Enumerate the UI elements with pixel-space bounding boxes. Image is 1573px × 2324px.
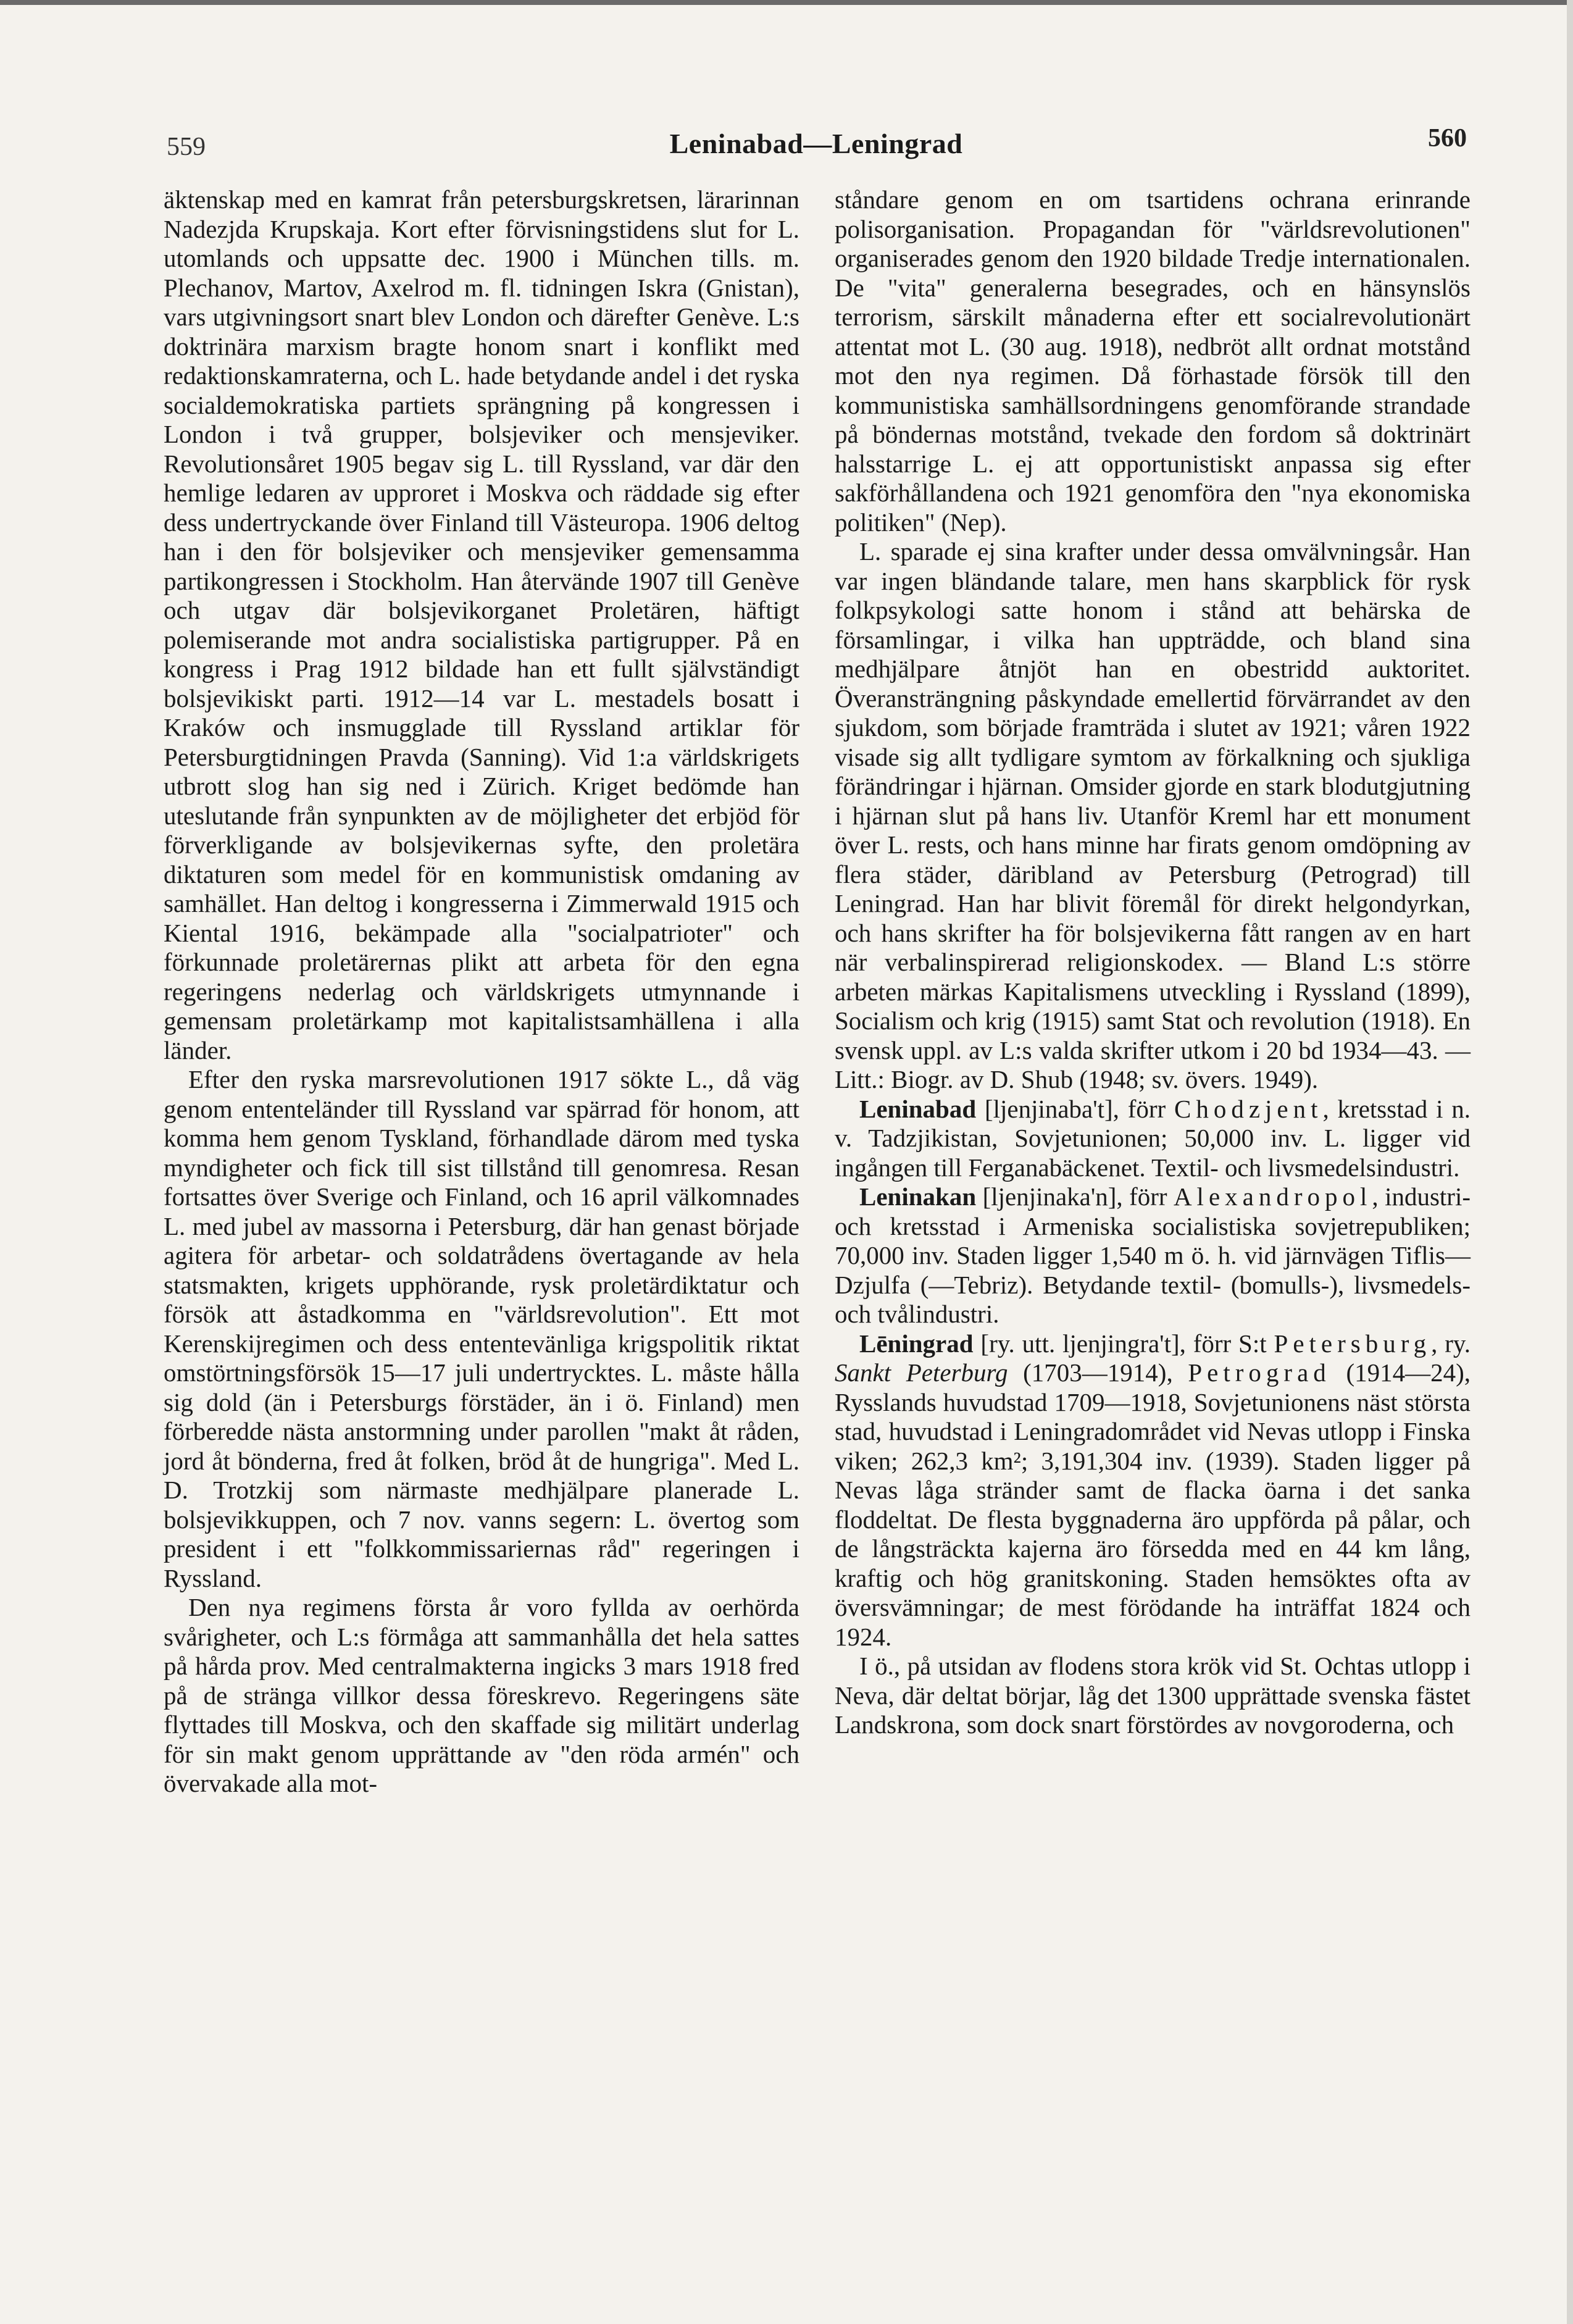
entry-leninabad [835,1095,1471,1183]
pron-leningrad: [ry. utt. ljenjingra't], förr S:t [973,1329,1274,1358]
page-number-right: 560 [1428,124,1467,153]
headword-leninakan: Leninakan [859,1182,977,1211]
body-leninabad: , kretsstad i n. v. Tadzjikistan, Sovjetunionen; 50,000 inv. L. ligger vid ingången till Ferganabäckenet. Textil- och livsmedelsindustri. [835,1094,1471,1182]
running-title: Leninabad—Leningrad [669,128,963,159]
page-header [161,123,1472,167]
left-column [164,185,799,1799]
former-name-leninabad: Chodzjent [1174,1094,1323,1123]
left-paragraph-1: äktenskap med en kamrat från petersburgskretsen, lärarinnan Nadezjda Krupskaja. Kort efter förvisningstidens slut for L. utomlands och uppsatte dec. 1900 i München tills. m. Plechanov, Martov, Axelrod m. fl. tidningen Iskra (Gnistan), vars utgivningsort snart blev London och därefter Genève. L:s doktrinära marxism bragte honom snart i konflikt med redaktionskamraterna, och L. hade betydande andel i det ryska socialdemokratiska partiets sprängning på kongressen i London i två grupper, bolsjeviker och mensjeviker. Revolutionsåret 1905 begav sig L. till Ryssland, var där den hemlige ledaren av upproret i Moskva och räddade sig efter dess undertryckande över Finland till Västeuropa. 1906 deltog han i den för bolsjeviker och mensjeviker gemensamma partikongressen i Stockholm. Han återvände 1907 till Genève och utgav där bolsjevikorganet Proletären, häftigt polemiserande mot andra socialistiska partigrupper. På en kongress i Prag 1912 bildade han ett fullt självständigt bolsjevikiskt parti. 1912—14 var L. mestadels bosatt i Kraków och insmugglade till Ryssland artiklar för Petersburgtidningen Pravda (Sanning). Vid 1:a världskrigets utbrott slog han sig ned i Zürich. Kriget bedömde han uteslutande från synpunkten av de möjligheter det erbjöd för förverkligande av bolsjevikernas syfte, den proletära diktaturen som medel för en kommunistisk omdaning av samhället. Han deltog i kongresserna i Zimmerwald 1915 och Kiental 1916, bekämpade alla "socialpatrioter" och förkunnade proletärernas plikt att arbeta för den egna regeringens nederlag och världskrigets utmynnande i gemensam proletärkamp mot kapitalistsamhällena i alla länder. [164,185,799,1064]
left-paragraph-3: Den nya regimens första år voro fyllda av oerhörda svårigheter, och L:s förmåga att sammanhålla det hela sattes på hårda prov. Med centralmakterna ingicks 3 mars 1918 fred på de stränga villkor dessa föreskrevo. Regeringens säte flyttades till Moskva, och den skaffade sig militärt underlag för sin makt genom upprättande av "den röda armén" och övervakade alla mot- [164,1593,799,1797]
left-paragraph-2: Efter den ryska marsrevolutionen 1917 sökte L., då väg genom ententeländer till Ryssland var spärrad för honom, att komma hem genom Tyskland, förhandlade därom med tyska myndigheter och fick till sist tillstånd till genomresa. Resan fortsattes över Sverige och Finland, och 16 april välkomnades L. med jubel av massorna i Petersburg, där han genast började agitera för arbetar- och soldatrådens övertagande av hela statsmakten, krigets upphörande, rysk proletärdiktatur och försök att åstadkomma en "världsrevolution". Ett mot Kerenskijregimen och dess ententevänliga krigspolitik riktat omstörtningsförsök 15—17 juli undertrycktes. L. måste hålla sig dold (än i Petersburgs förstäder, än i ö. Finland) men förberedde nästa anstormning under parollen "makt åt råden, jord åt bönderna, fred åt folken, bröd åt de hungriga". Med L. D. Trotzkij som närmaste medhjälpare planerade L. bolsjevikkuppen, och 7 nov. vanns segern: L. övertog som president i ett "folkkommissariernas råd" regeringen i Ryssland. [164,1065,799,1592]
headword-leningrad: Lēningrad [859,1329,974,1358]
right-paragraph-2: L. sparade ej sina krafter under dessa omvälvningsår. Han var ingen bländande talare, men hans skarpblick för rysk folkpsykologi satte honom i stånd att behärska de församlingar, i vilka han uppträdde, och bland sina medhjälpare åtnjöt han en obestridd auktoritet. Överansträngning påskyndade emellertid förvärrandet av den sjukdom, som började framträda i slutet av 1921; våren 1922 visade sig allt tydligare symtom av förkalkning och sjukliga förändringar i hjärnan. Omsider gjorde en stark blodutgjutning i hjärnan slut på hans liv. Utanför Kreml har ett monument över L. rests, och hans minne har firats genom omdöpning av flera städer, däribland av Petersburg (Petrograd) till Leningrad. Han har blivit föremål för direkt helgondyrkan, och hans skrifter ha för bolsjevikerna fått rangen av en hart när verbalinspirerad religionskodex. — Bland L:s större arbeten märkas Kapitalismens utveckling i Ryssland (1899), Socialism och krig (1915) samt Stat och revolution (1918). En svensk uppl. av L:s valda skrifter utkom i 20 bd 1934—43. — Litt.: Biogr. av D. Shub (1948; sv. övers. 1949). [835,537,1471,1093]
right-column [835,185,1471,1740]
russian-name-leningrad: Sankt Peterburg [835,1358,1008,1387]
leningrad-mid-1: , ry. [1431,1329,1471,1358]
body-leningrad: (1914—24), Rysslands huvudstad 1709—1918, Sovjetunionens näst största stad, huvudstad i Leningradområdet vid Nevas utlopp i Finska viken; 262,3 km²; 3,191,304 inv. (1939). Staden ligger på Nevas låga stränder samt de flacka öarna i det sanka floddeltat. De flesta byggnaderna äro uppförda på pålar, och de långsträckta kajerna äro försedda med en 44 km lång, kraftig och hög granitskoning. Staden hemsöktes ofta av översvämningar; de mest förödande ha inträffat 1824 och 1924. [835,1358,1471,1651]
pron-leninakan: [ljenjinaka'n], förr [976,1182,1174,1211]
body-leninakan: , industri- och kretsstad i Armeniska socialistiska sovjetrepubliken; 70,000 inv. Staden ligger 1,540 m ö. h. vid järnvägen Tiflis—Dzjulfa (—Tebriz). Betydande textil- (bomulls-), livsmedels- och tvålindustri. [835,1182,1471,1328]
pron-leninabad: [ljenjinaba't], förr [976,1094,1174,1123]
scan-edge-right [1567,0,1573,2324]
page-number-left: 559 [167,133,206,161]
entry-leningrad [835,1329,1471,1652]
right-paragraph-1: ståndare genom en om tsartidens ochrana erinrande polisorganisation. Propagandan för "världsrevolutionen" organiserades genom den 1920 bildade Tredje internationalen. De "vita" generalerna besegrades, och en hänsynslös terrorism, särskilt månaderna efter ett socialrevolutionärt attentat mot L. (30 aug. 1918), nedbröt allt ordnat motstånd mot den nya regimen. Då förhastade försök till den kommunistiska samhällsordningens genomförande strandade på böndernas motstånd, tvekade den fordom så doktrinärt halsstarrige L. ej att opportunistiskt anpassa sig efter sakförhållandena och 1921 genomföra den "nya ekonomiska politiken" (Nep). [835,185,1471,537]
entry-leninakan [835,1182,1471,1329]
right-paragraph-last: I ö., på utsidan av flodens stora krök vid St. Ochtas utlopp i Neva, där deltat börjar, låg det 1300 upprättade svenska fästet Landskrona, som dock snart förstördes av novgoroderna, och [835,1652,1471,1739]
headword-leninabad: Leninabad [859,1094,977,1123]
scan-edge-top [0,0,1573,5]
leningrad-mid-2: (1703—1914), [1008,1358,1188,1387]
former-name-petersburg: Petersburg [1274,1329,1432,1358]
former-name-leninakan: Alexandropol [1173,1182,1372,1211]
former-name-petrograd: Petrograd [1188,1358,1331,1387]
